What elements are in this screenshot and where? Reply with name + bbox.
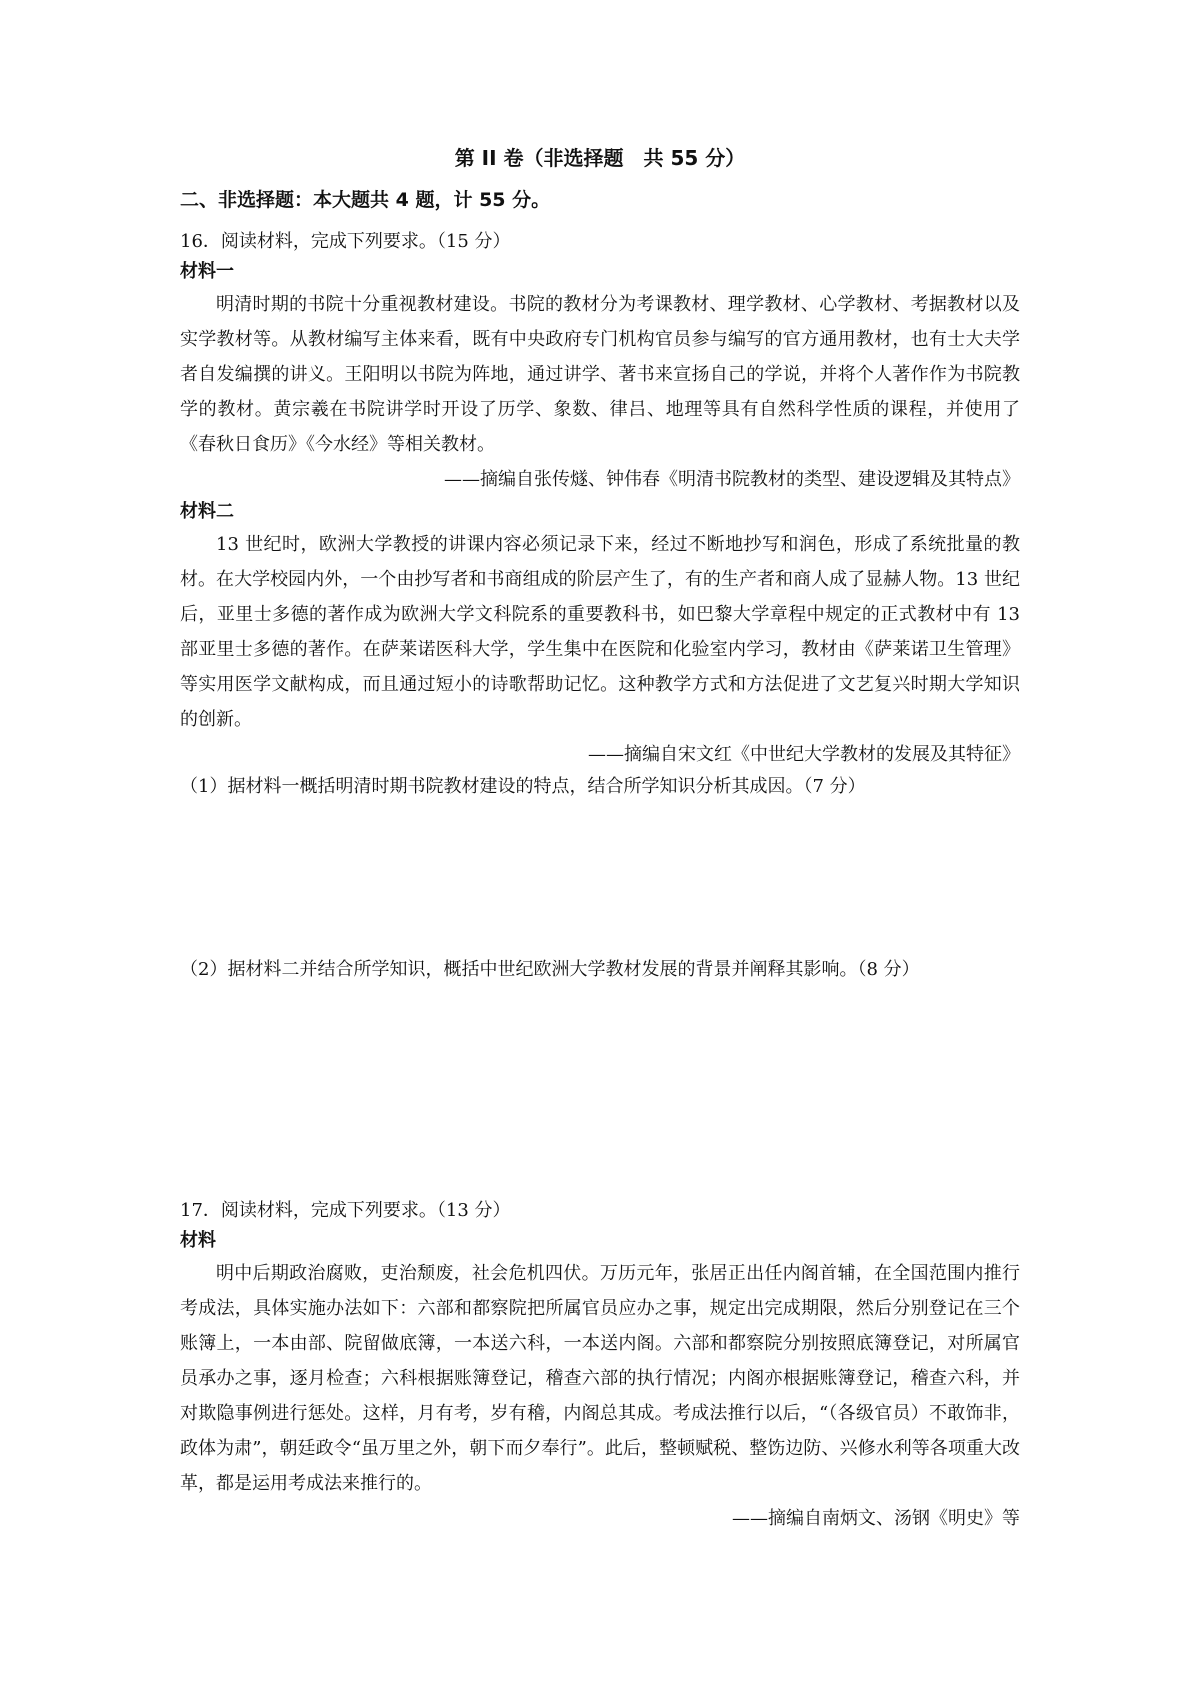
material-2-text: 13 世纪时，欧洲大学教授的讲课内容必须记录下来，经过不断地抄写和润色，形成了系统批量的教材。在大学校园内外，一个由抄写者和书商组成的阶层产生了，有的生产者和商人成了显赫人物。13 世纪后，亚里士多德的著作成为欧洲大学文科院系的重要教科书，如巴黎大学章程中规定的正式教材中有 13 部亚里士多德的著作。在萨莱诺医科大学，学生集中在医院和化验室内学习，教材由《萨莱诺卫生管理》等实用医学文献构成，而且通过短小的诗歌帮助记忆。这种教学方式和方法促进了文艺复兴时期大学知识的创新。 — [180, 534, 1020, 730]
material-2-label: 材料二 — [180, 501, 234, 522]
question-16-sub-2: （2）据材料二并结合所学知识，概括中世纪欧洲大学教材发展的背景并阐释其影响。（8 分） — [180, 959, 920, 980]
question-17-title: 17．阅读材料，完成下列要求。（13 分） — [180, 1200, 511, 1221]
material-1-source: ——摘编自张传燧、钟伟春《明清书院教材的类型、建设逻辑及其特点》 — [444, 469, 1020, 490]
material-label: 材料 — [180, 1230, 216, 1251]
material-1-label: 材料一 — [180, 261, 234, 282]
material-2-source: ——摘编自宋文红《中世纪大学教材的发展及其特征》 — [588, 744, 1020, 765]
question-16-sub-2-block — [180, 955, 1020, 985]
material-text: 明中后期政治腐败，吏治颓废，社会危机四伏。万历元年，张居正出任内阁首辅，在全国范围内推行考成法，具体实施办法如下：六部和都察院把所属官员应办之事，规定出完成期限，然后分别登记在三个账簿上，一本由部、院留做底簿，一本送六科，一本送内阁。六部和都察院分别按照底簿登记，对所属官员承办之事，逐月检查；六科根据账簿登记，稽查六部的执行情况；内阁亦根据账簿登记，稽查六科，并对欺隐事例进行惩处。这样，月有考，岁有稽，内阁总其成。考成法推行以后，“（各级官员）不敢饰非，政体为肃”，朝廷政令“虽万里之外，朝下而夕奉行”。此后，整顿赋税、整饬边防、兴修水利等各项重大改革，都是运用考成法来推行的。 — [180, 1263, 1020, 1494]
material-source: ——摘编自南炳文、汤钢《明史》等 — [732, 1508, 1020, 1529]
exam-page — [180, 0, 1020, 1698]
part-heading: 二、非选择题：本大题共 4 题，计 55 分。 — [180, 189, 551, 211]
question-17 — [180, 1196, 1020, 1536]
question-16-sub-1: （1）据材料一概括明清时期书院教材建设的特点，结合所学知识分析其成因。（7 分） — [180, 776, 866, 797]
question-16 — [180, 227, 1020, 802]
section-title: 第 II 卷（非选择题 共 55 分） — [454, 146, 746, 170]
material-1-text: 明清时期的书院十分重视教材建设。书院的教材分为考课教材、理学教材、心学教材、考据教材以及实学教材等。从教材编写主体来看，既有中央政府专门机构官员参与编写的官方通用教材，也有士大夫学者自发编撰的讲义。王阳明以书院为阵地，通过讲学、著书来宣扬自己的学说，并将个人著作作为书院教学的教材。黄宗羲在书院讲学时开设了历学、象数、律吕、地理等具有自然科学性质的课程，并使用了《春秋日食历》《今水经》等相关教材。 — [180, 294, 1020, 455]
question-16-title: 16．阅读材料，完成下列要求。（15 分） — [180, 231, 511, 252]
